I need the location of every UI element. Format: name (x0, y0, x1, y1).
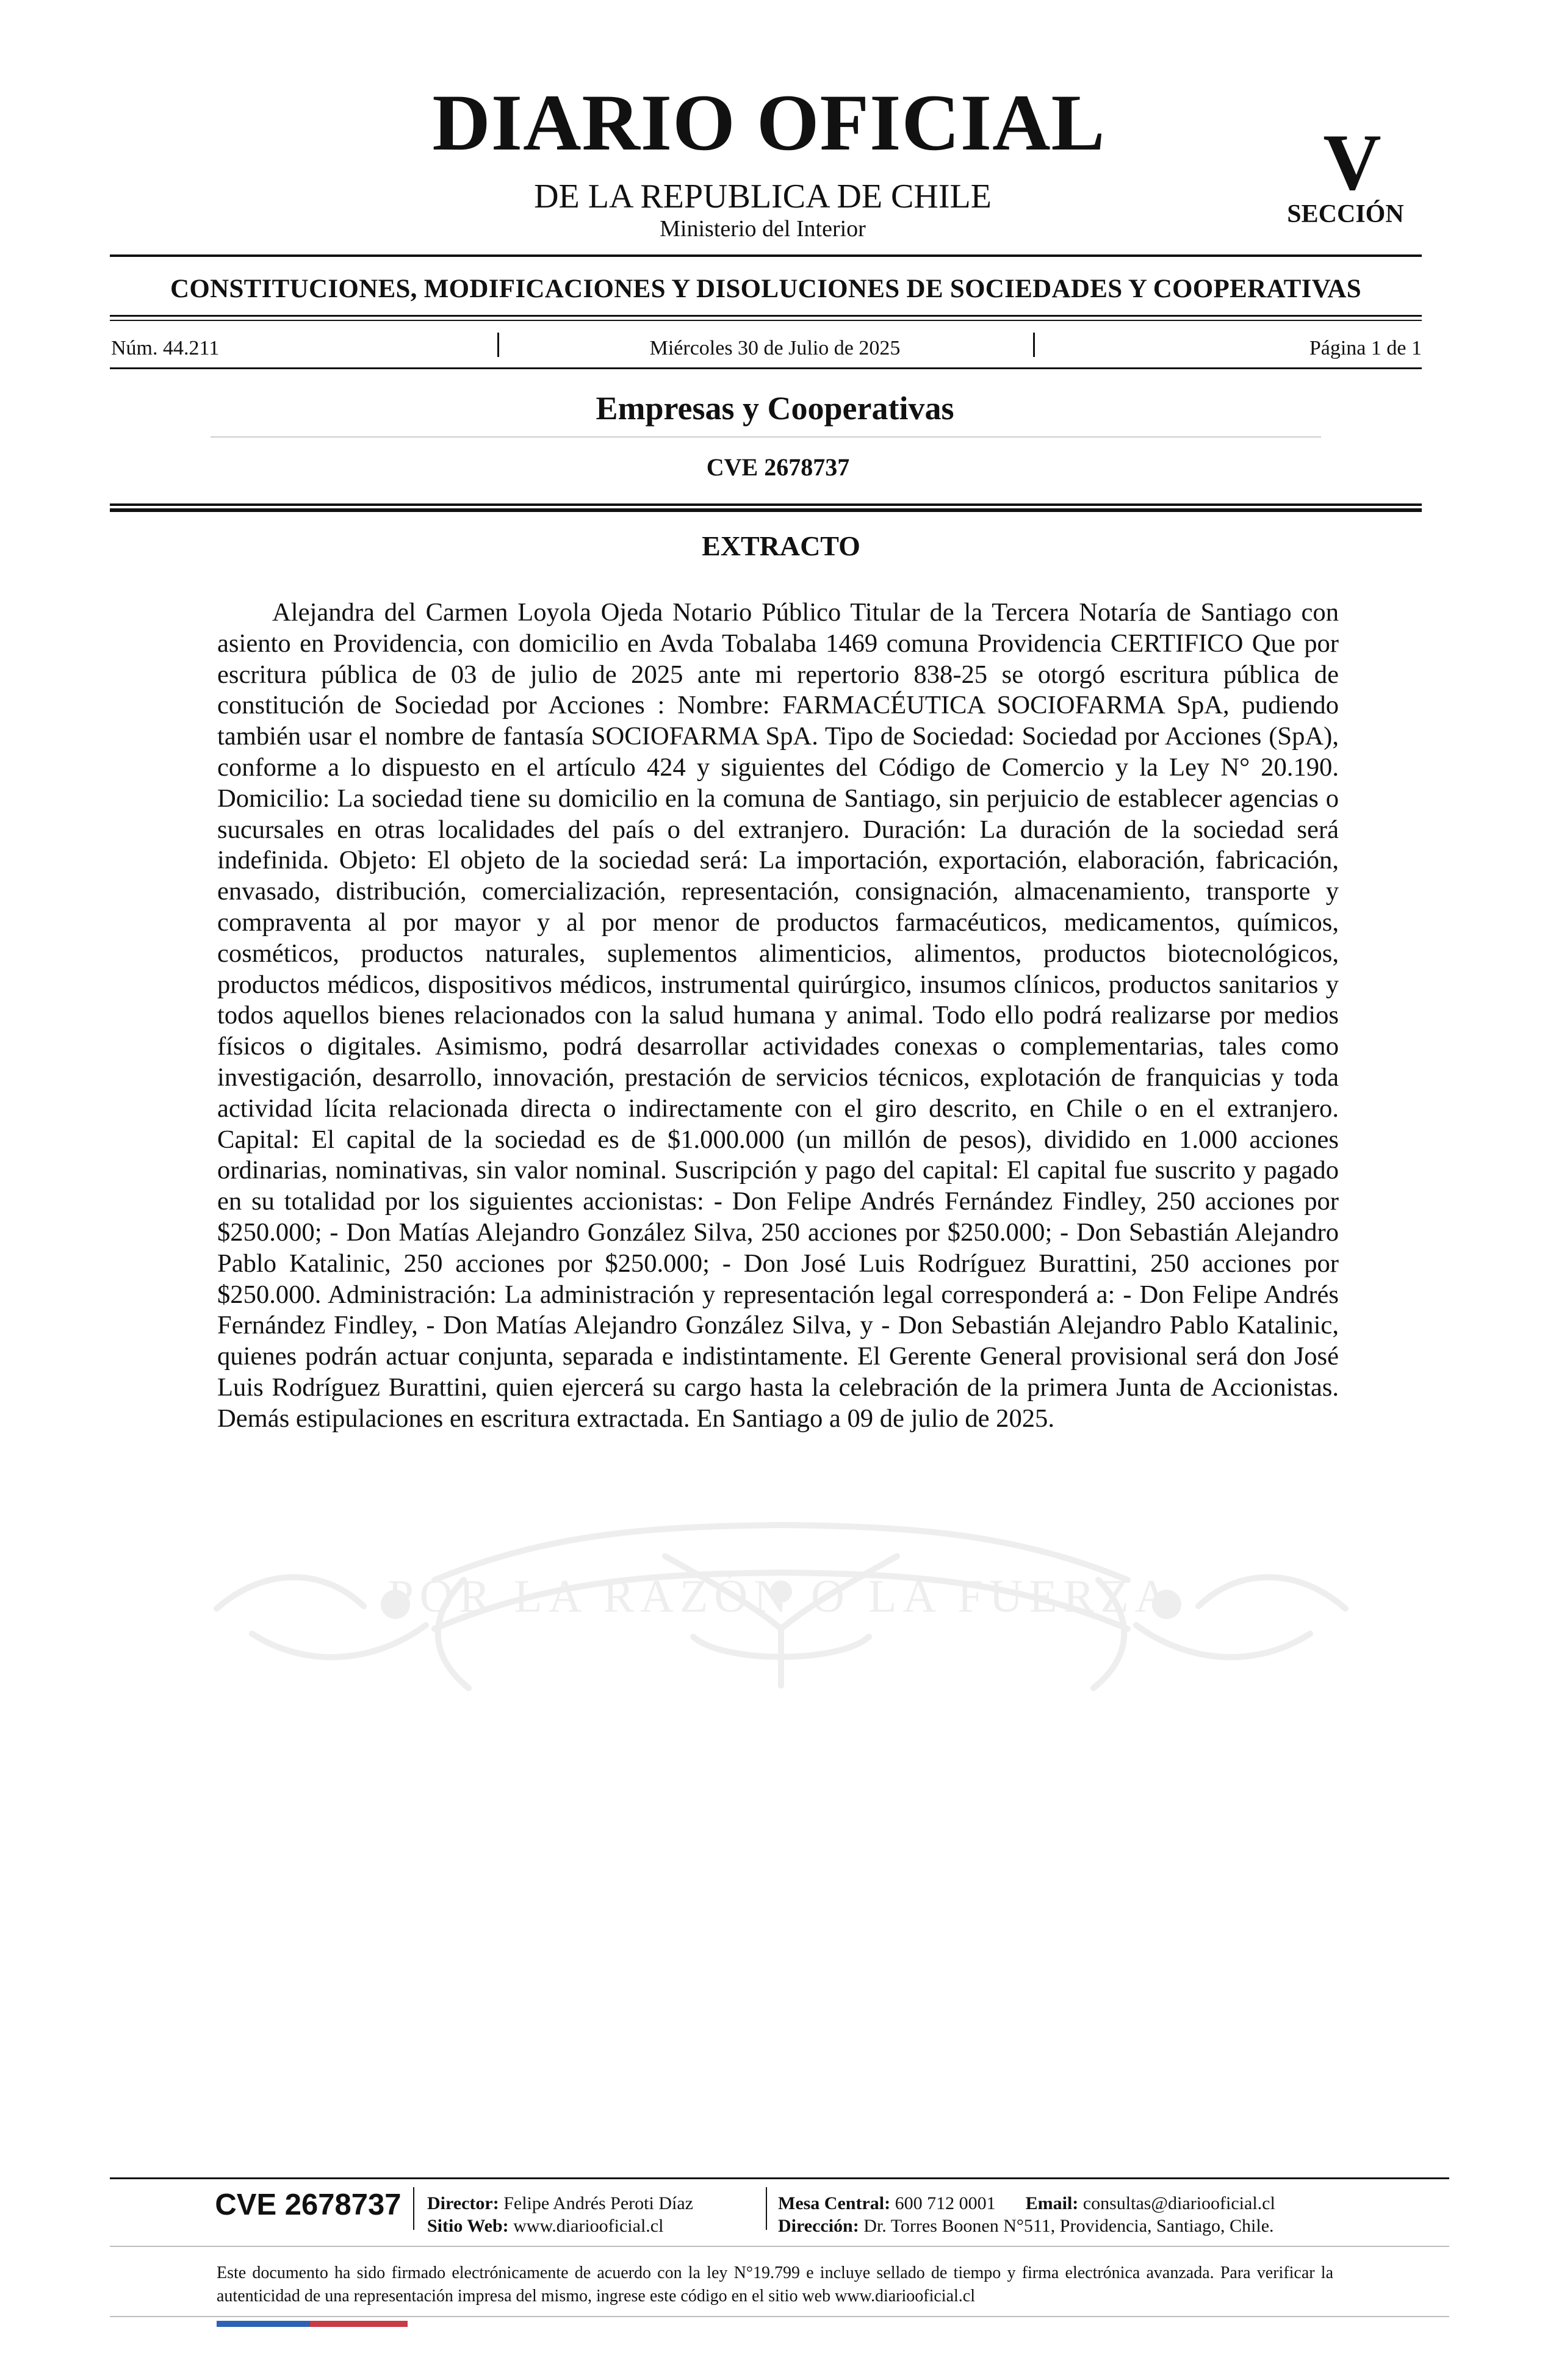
footer-red-accent (310, 2321, 408, 2327)
watermark-motto: POR LA RAZÓN O LA FUERZA (387, 1571, 1175, 1622)
coat-of-arms-watermark (201, 1513, 1361, 1697)
footer-bottom-rule (110, 2316, 1449, 2317)
document-group-title: Empresas y Cooperativas (596, 390, 954, 427)
footer-site-link[interactable]: www.diariooficial.cl (513, 2216, 664, 2236)
document-cve: CVE 2678737 (706, 453, 850, 481)
cve-rule-secondary (110, 508, 1422, 512)
extract-heading: EXTRACTO (702, 530, 860, 561)
section-number: V (1323, 117, 1381, 207)
footer-contact-column (778, 2192, 1358, 2237)
footer-phone: 600 712 0001 (895, 2193, 996, 2213)
footer-notice: Este documento ha sido firmado electrónicamente de acuerdo con la ley N°19.799 e incluye sellado de tiempo y firma electrónica avanzada. Para verificar la autenticidad de una representación impresa del mismo, ingrese este código en el sitio web www.diariooficial.cl (217, 2263, 1333, 2306)
footer-middle-rule (110, 2246, 1449, 2247)
footer-site-label: Sitio Web: (427, 2216, 509, 2236)
masthead-ministry: Ministerio del Interior (660, 216, 866, 242)
section-bottom-rule-secondary (110, 320, 1422, 321)
footer-address-row (778, 2215, 1358, 2237)
issue-page: Página 1 de 1 (1309, 337, 1422, 359)
footer-address: Dr. Torres Boonen N°511, Providencia, Santiago, Chile. (863, 2216, 1274, 2236)
issue-number: Núm. 44.211 (111, 337, 220, 359)
footer-director-name: Felipe Andrés Peroti Díaz (503, 2193, 693, 2213)
masthead-title: DIARIO OFICIAL (432, 78, 1106, 167)
footer-cve: CVE 2678737 (215, 2188, 402, 2221)
section-label: SECCIÓN (1287, 200, 1404, 228)
footer-site-row (427, 2215, 769, 2237)
footer-phone-label: Mesa Central: (778, 2193, 891, 2213)
footer-director-row (427, 2192, 769, 2215)
footer-email-label: Email: (1025, 2193, 1079, 2213)
meta-bottom-rule (110, 367, 1422, 369)
cve-rule-primary (110, 503, 1422, 506)
header-top-rule (110, 254, 1422, 257)
footer-blue-accent (217, 2321, 310, 2327)
section-title: CONSTITUCIONES, MODIFICACIONES Y DISOLUCIONES DE SOCIEDADES Y COOPERATIVAS (170, 275, 1361, 303)
meta-separator-left (497, 333, 499, 357)
section-bottom-rule (110, 315, 1422, 317)
footer-top-rule (110, 2177, 1449, 2179)
footer-phone-email-row (778, 2192, 1358, 2215)
footer-director-label: Director: (427, 2193, 499, 2213)
meta-separator-right (1033, 333, 1035, 357)
footer-director-column (427, 2192, 769, 2237)
masthead-subtitle: DE LA REPUBLICA DE CHILE (534, 178, 992, 215)
issue-date: Miércoles 30 de Julio de 2025 (649, 337, 901, 359)
footer-separator-1 (413, 2187, 414, 2230)
extract-body: Alejandra del Carmen Loyola Ojeda Notario Público Titular de la Tercera Notaría de Santiago con asiento en Providencia, con domicilio en Avda Tobalaba 1469 comuna Providencia CERTIFICO Que por escritura pública de 03 de julio de 2025 ante mi repertorio 838-25 se otorgó escritura pública de constitución de Sociedad por Acciones : Nombre: FARMACÉUTICA SOCIOFARMA SpA, pudiendo también usar el nombre de fantasía SOCIOFARMA SpA. Tipo de Sociedad: Sociedad por Acciones (SpA), conforme a lo dispuesto en el artículo 424 y siguientes del Código de Comercio y la Ley N° 20.190. Domicilio: La sociedad tiene su domicilio en la comuna de Santiago, sin perjuicio de establecer agencias o sucursales en otras localidades del país o del extranjero. Duración: La duración de la sociedad será indefinida. Objeto: El objeto de la sociedad será: La importación, exportación, elaboración, fabricación, envasado, distribución, comercialización, representación, consignación, almacenamiento, transporte y compraventa al por mayor y al por menor de productos farmacéuticos, medicamentos, químicos, cosméticos, productos naturales, suplementos alimenticios, alimentos, productos biotecnológicos, productos médicos, dispositivos médicos, instrumental quirúrgico, insumos clínicos, productos sanitarios y todos aquellos bienes relacionados con la salud humana y animal. Todo ello podrá realizarse por medios físicos o digitales. Asimismo, podrá desarrollar actividades conexas o complementarias, tales como investigación, desarrollo, innovación, prestación de servicios técnicos, explotación de franquicias y toda actividad lícita relacionada directa o indirectamente con el giro descrito, en Chile o en el extranjero. Capital: El capital de la sociedad es de $1.000.000 (un millón de pesos), dividido en 1.000 acciones ordinarias, nominativas, sin valor nominal. Suscripción y pago del capital: El capital fue suscrito y pagado en su totalidad por los siguientes accionistas: - Don Felipe Andrés Fernández Findley, 250 acciones por $250.000; - Don Matías Alejandro González Silva, 250 acciones por $250.000; - Don Sebastián Alejandro Pablo Katalinic, 250 acciones por $250.000; - Don José Luis Rodríguez Burattini, 250 acciones por $250.000. Administración: La administración y representación legal corresponderá a: - Don Felipe Andrés Fernández Findley, - Don Matías Alejandro González Silva, y - Don Sebastián Alejandro Pablo Katalinic, quienes podrán actuar conjunta, separada e indistintamente. El Gerente General provisional será don José Luis Rodríguez Burattini, quien ejercerá su cargo hasta la celebración de la primera Junta de Accionistas. Demás estipulaciones en escritura extractada. En Santiago a 09 de julio de 2025. (217, 598, 1339, 1433)
footer-address-label: Dirección: (778, 2216, 859, 2236)
footer-email-link[interactable]: consultas@diariooficial.cl (1082, 2193, 1275, 2213)
group-title-rule (211, 436, 1321, 438)
